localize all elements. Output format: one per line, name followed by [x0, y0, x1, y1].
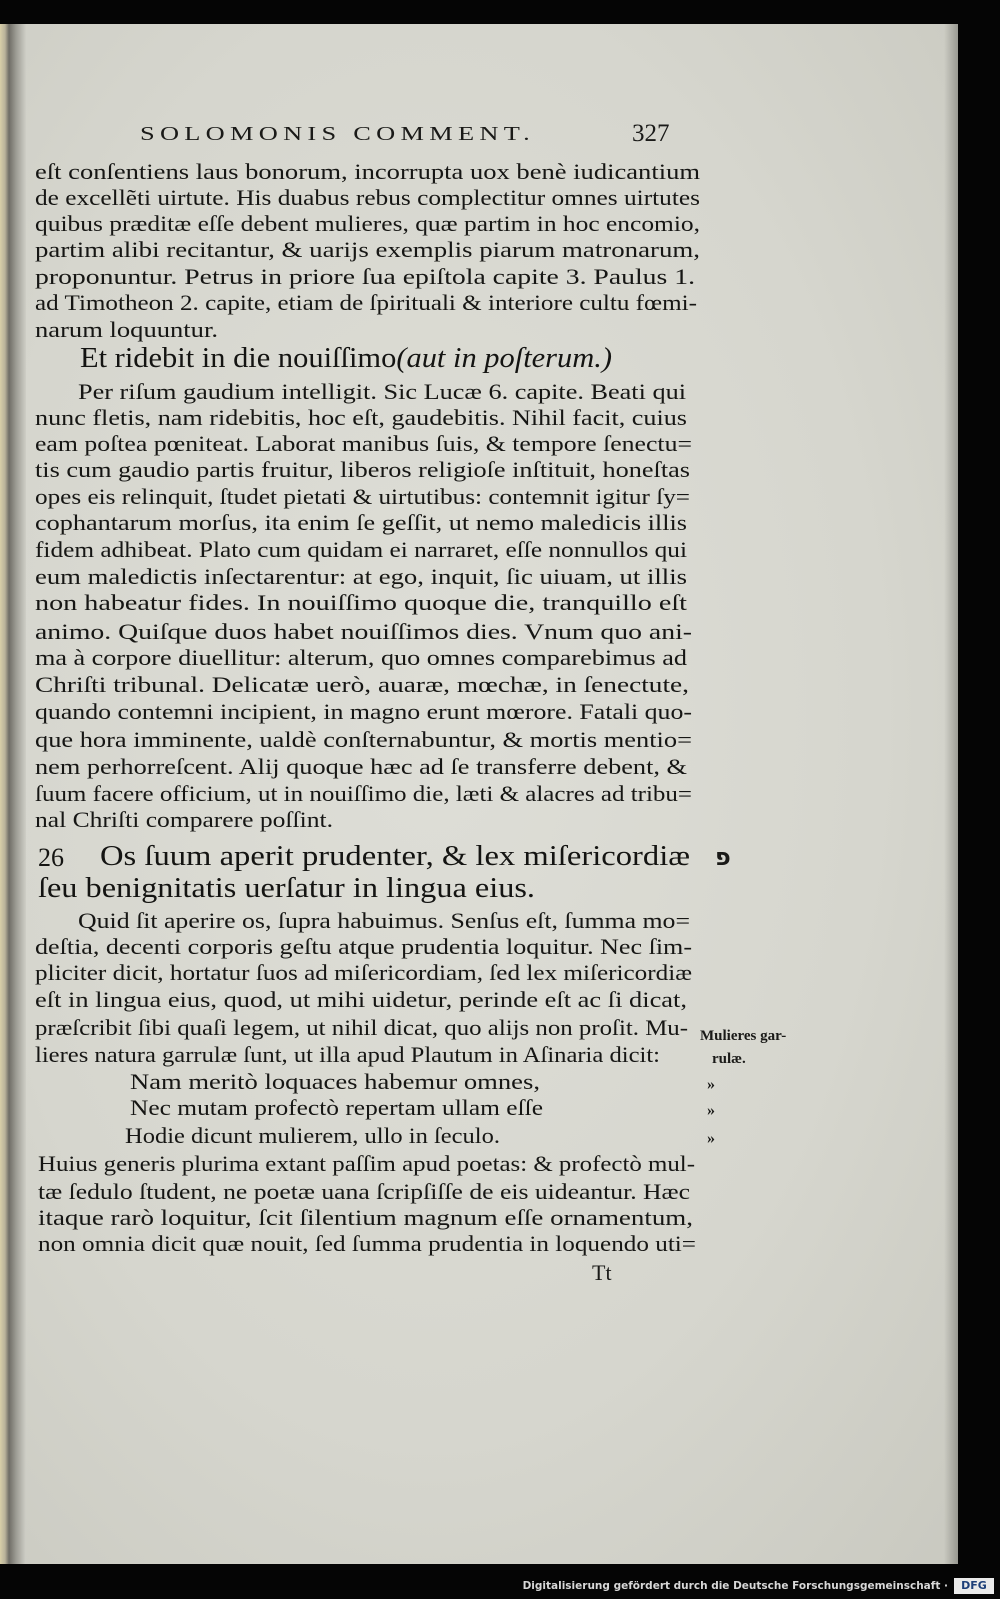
- page-edge-shadow: [944, 24, 958, 1564]
- text-line: Chriſti tribunal. Delicatæ uerò, auaræ, mœchæ, in ſenectute,: [35, 672, 689, 697]
- text-line: itaque rarò loquitur, ſcit ſilentium magnum eſſe ornamentum,: [38, 1205, 693, 1230]
- text-line: eam poſtea pœniteat. Laborat manibus ſuis, & tempore ſenectu=: [35, 431, 692, 456]
- text-line: nal Chriſti comparere poſſint.: [35, 807, 333, 832]
- quote-line: Nam meritò loquaces habemur omnes,: [130, 1069, 540, 1094]
- text-line: non omnia dicit quæ nouit, ſed ſumma prudentia in loquendo uti=: [38, 1231, 696, 1256]
- text-line: nem perhorreſcent. Alij quoque hæc ad ſe transferre debent, &: [35, 754, 687, 779]
- dfg-logo: DFG: [954, 1578, 994, 1594]
- margin-note: rulæ.: [712, 1051, 746, 1067]
- quotation-mark: »: [707, 1076, 715, 1093]
- text-line: pliciter dicit, hortatur ſuos ad miſericordiam, ſed lex miſericordiæ: [35, 960, 692, 985]
- verse-number: 26: [38, 843, 64, 872]
- text-line: quibus præditæ eſſe debent mulieres, quæ partim in hoc encomio,: [35, 211, 700, 236]
- digitization-credit: Digitalisierung gefördert durch die Deutsche Forschungsgemeinschaft ·: [522, 1580, 948, 1592]
- text-line: narum loquuntur.: [35, 317, 218, 342]
- text-line: ſuum facere officium, ut in nouiſſimo die, læti & alacres ad tribu=: [35, 781, 692, 806]
- text-line: tæ ſedulo ſtudent, ne poetæ uana ſcripſiſſe de eis uideantur. Hæc: [38, 1179, 690, 1204]
- text-line: cophantarum morſus, ita enim ſe geſſit, ut nemo maledicis illis: [35, 510, 687, 535]
- text-line: eum maledictis inſectarentur: at ego, inquit, ſic uiuam, ut illis: [35, 564, 687, 589]
- catchword: Tt: [592, 1260, 612, 1285]
- text-line: animo. Quiſque duos habet nouiſſimos dies. Vnum quo ani-: [35, 619, 692, 644]
- text-line: Huius generis plurima extant paſſim apud poetas: & profectò mul-: [38, 1151, 695, 1176]
- section-heading-main: Et ridebit in die nouiſſimo: [80, 343, 397, 374]
- text-line: deſtia, decenti corporis geſtu atque prudentia loquitur. Nec ſim-: [35, 934, 692, 959]
- text-line: Per riſum gaudium intelligit. Sic Lucæ 6. capite. Beati qui: [78, 379, 686, 404]
- text-line: fidem adhibeat. Plato cum quidam ei narraret, eſſe nonnullos qui: [35, 537, 687, 562]
- text-line: tis cum gaudio partis fruitur, liberos religioſe inſtituit, honeſtas: [35, 457, 690, 482]
- text-line: eſt in lingua eius, quod, ut mihi uidetur, perinde eſt ac ſi dicat,: [35, 987, 687, 1012]
- text-line: que hora imminente, ualdè conſternabuntur, & mortis mentio=: [35, 727, 692, 752]
- quotation-mark: »: [707, 1102, 715, 1119]
- text-line: de excellẽti uirtute. His duabus rebus complectitur omnes uirtutes: [35, 185, 700, 210]
- margin-note: Mulieres gar-: [700, 1028, 787, 1044]
- text-line: quando contemni incipient, in magno erunt mœrore. Fatali quo-: [35, 699, 692, 724]
- text-line: nunc fletis, nam ridebitis, hoc eſt, gaudebitis. Nihil facit, cuius: [35, 405, 687, 430]
- quote-line: Nec mutam profectò repertam ullam eſſe: [130, 1095, 543, 1120]
- text-line: proponuntur. Petrus in priore ſua epiſtola capite 3. Paulus 1.: [35, 264, 695, 289]
- verse-heading-line: Os ſuum aperit prudenter, & lex miſericordiæ: [100, 841, 690, 872]
- text-line: non habeatur fides. In nouiſſimo quoque die, tranquillo eſt: [35, 590, 687, 615]
- text-line: ad Timotheon 2. capite, etiam de ſpirituali & interiore cultu fœmi-: [35, 290, 697, 315]
- text-line: opes eis relinquit, ſtudet pietati & uirtutibus: contemnit igitur ſy=: [35, 484, 690, 509]
- text-line: præſcribit ſibi quaſi legem, ut nihil dicat, quo alijs non proſit. Mu-: [35, 1015, 688, 1040]
- text-line: lieres natura garrulæ ſunt, ut illa apud Plautum in Aſinaria dicit:: [35, 1042, 660, 1067]
- section-heading: [80, 343, 659, 375]
- page-binding-edge: [0, 24, 26, 1564]
- text-line: partim alibi recitantur, & uarijs exemplis piarum matronarum,: [35, 237, 700, 262]
- verse-heading-line: ſeu benignitatis uerſatur in lingua eius.: [38, 873, 535, 904]
- hebrew-acrostic-letter: פ: [715, 843, 731, 871]
- running-title: SOLOMONIS COMMENT.: [140, 123, 535, 145]
- section-heading-variant: (aut in poſterum.): [396, 343, 612, 374]
- text-line: ma à corpore diuellitur: alterum, quo omnes comparebimus ad: [35, 645, 687, 670]
- quote-line: Hodie dicunt mulierem, ullo in ſeculo.: [125, 1123, 500, 1148]
- quotation-mark: »: [707, 1130, 715, 1147]
- text-line: Quid ſit aperire os, ſupra habuimus. Senſus eſt, ſumma mo=: [78, 908, 690, 933]
- page-number: 327: [632, 120, 670, 147]
- text-line: eſt conſentiens laus bonorum, incorrupta uox benè iudicantium: [35, 159, 700, 184]
